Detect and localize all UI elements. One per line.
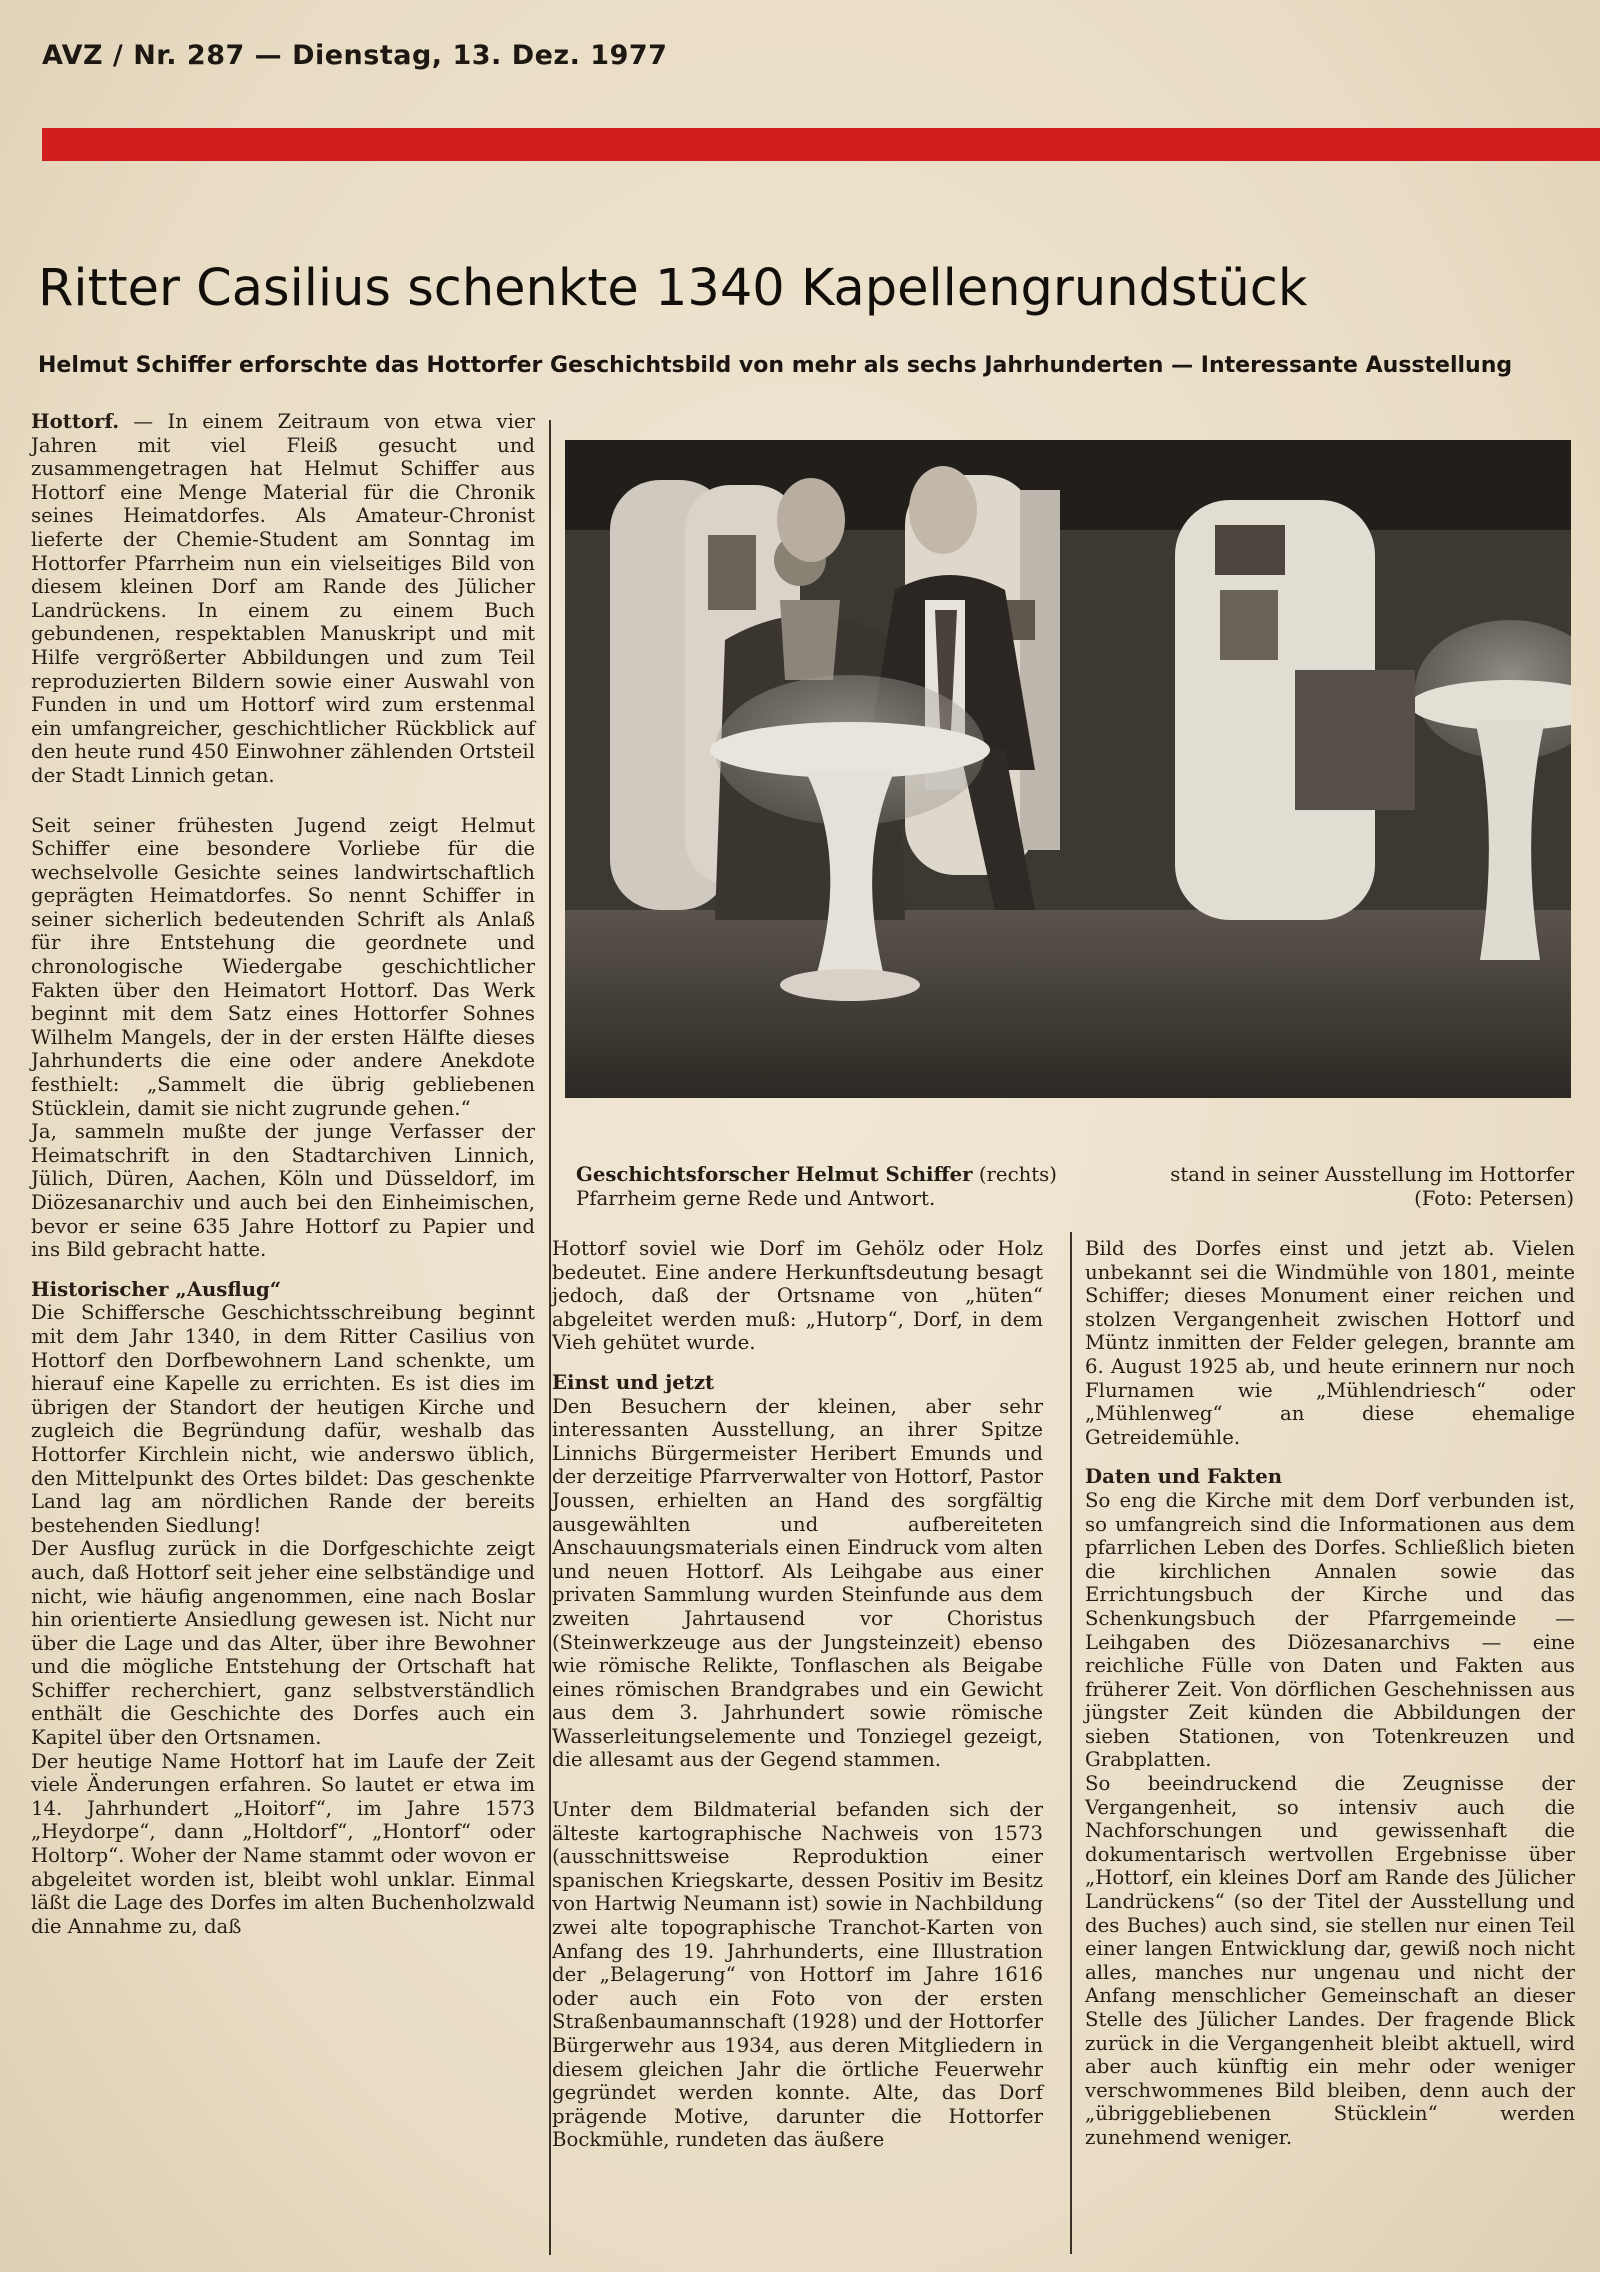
photo-credit: (Foto: Petersen): [1414, 1187, 1574, 1210]
caption-text: (rechts) Pfarrheim gerne Rede und Antwort.: [576, 1163, 1057, 1210]
caption-right: [1084, 1163, 1574, 1211]
paragraph: Unter dem Bildmaterial befanden sich der älteste kartographische Nachweis von 1573 (ausschnittsweise Reproduktion einer spanischen Kriegskarte, dessen Positiv im Besitz von Hartwig Neumann ist) sowie in Nachbildung zwei alte topographische Tranchot-Karten von Anfang des 19. Jahrhunderts, eine Illustration der „Belagerung“ von Hottorf im Jahre 1616 oder auch ein Foto von der ersten Straßenbaumannschaft (1928) und der Hottorfer Bürgerwehr aus 1934, aus deren Mitgliedern in diesem gleichen Jahr die örtliche Feuerwehr gegründet werden konnte. Alte, das Dorf prägende Motive, darunter die Hottorfer Bockmühle, rundeten das äußere: [552, 1798, 1043, 2152]
section-heading: Historischer „Ausflug“: [31, 1277, 282, 1301]
column-3: [1085, 1237, 1575, 2150]
paragraph: Bild des Dorfes einst und jetzt ab. Vielen unbekannt sei die Windmühle von 1801, meinte Schiffer; dieses Monument einer reichen und stolzen Vergangenheit zwischen Hottorf und Müntz inmitten der Felder gelegen, brannte am 6. August 1925 ab, und heute erinnern nur noch Flurnamen wie „Mühlendriesch“ oder „Mühlenweg“ an diese ehemalige Getreidemühle.: [1085, 1237, 1575, 1449]
masthead: AVZ / Nr. 287 — Dienstag, 13. Dez. 1977: [42, 40, 668, 71]
paragraph: Die Schiffersche Geschichtsschreibung beginnt mit dem Jahr 1340, in dem Ritter Casilius von Hottorf den Dorfbewohnern Land schenkte, um hierauf eine Kapelle zu errichten. Es ist dies im übrigen der Standort der heutigen Kirche und zugleich die Begründung dafür, weshalb das Hottorfer Kirchlein nicht, wie anderswo üblich, den Mittelpunkt des Ortes bildet: Das geschenkte Land lag am nördlichen Rande der bereits bestehenden Siedlung!: [31, 1301, 535, 1537]
photo-image: [565, 440, 1571, 1098]
section-heading: Einst und jetzt: [552, 1370, 715, 1394]
paragraph-text: — In einem Zeitraum von etwa vier Jahren mit viel Fleiß gesucht und zusammengetragen hat Helmut Schiffer aus Hottorf eine Menge Material für die Chronik seines Heimatdorfes. Als Amateur-Chronist lieferte der Chemie-Student am Sonntag im Hottorfer Pfarrheim nun ein vielseitiges Bild von diesem kleinen Dorf am Rande des Jülicher Landrückens. In einem zu einem Buch gebundenen, respektablen Manuskript und mit Hilfe vergrößerter Abbildungen und zum Teil reproduzierten Bildern sowie einer Auswahl von Funden in und um Hottorf wird zum erstenmal ein umfangreicher, geschichtlicher Rückblick auf den heute rund 450 Einwohner zählenden Ortsteil der Stadt Linnich getan.: [31, 410, 535, 787]
paragraph: So eng die Kirche mit dem Dorf verbunden ist, so umfangreich sind die Informationen aus dem pfarrlichen Leben des Dorfes. Schließlich bieten die kirchlichen Annalen sowie das Errichtungsbuch der Kirche und das Schenkungsbuch der Pfarrgemeinde — Leihgaben des Diözesanarchivs — eine reichliche Fülle von Daten und Fakten aus früherer Zeit. Von dörflichen Geschehnissen aus jüngster Zeit künden die Abbildungen der sieben Stationen, von Totenkreuzen und Grabplatten.: [1085, 1488, 1575, 1772]
red-header-bar: [42, 128, 1600, 161]
paragraph: Seit seiner frühesten Jugend zeigt Helmut Schiffer eine besondere Vorliebe für die wechselvolle Gesichte seines landwirtschaftlich geprägten Heimatdorfes. So nennt Schiffer in seiner sicherlich bedeutenden Schrift als Anlaß für ihre Entstehung die geordnete und chronologische Wiedergabe geschichtlicher Fakten über den Heimatort Hottorf. Das Werk beginnt mit dem Satz eines Hottorfer Sohnes Wilhelm Mangels, der in der ersten Hälfte dieses Jahrhunderts die eine oder andere Anekdote festhielt: „Sammelt die übrig gebliebenen Stücklein, damit sie nicht zugrunde gehen.“: [31, 813, 535, 1120]
column-2: [552, 1237, 1043, 2152]
caption-left: [576, 1163, 1081, 1211]
paragraph: [31, 410, 535, 788]
paragraph: So beeindruckend die Zeugnisse der Vergangenheit, so intensiv auch die Nachforschungen und gewissenhaft die dokumentarisch wertvollen Ergebnisse über „Hottorf, ein kleines Dorf am Rande des Jülicher Landrückens“ (so der Titel der Ausstellung und des Buches) auch sind, sie stellen nur einen Teil einer langen Entwicklung dar, gewiß noch nicht alles, manches nur ungenau und nicht der Anfang menschlicher Gemeinschaft an dieser Stelle des Jülicher Landes. Der fragende Blick zurück in die Vergangenheit bleibt aktuell, wird aber auch künftig ein mehr oder weniger verschwommenes Bild bleiben, denn auch der „übriggebliebenen Stücklein“ werden zunehmend weniger.: [1085, 1772, 1575, 2149]
paragraph: Der Ausflug zurück in die Dorfgeschichte zeigt auch, daß Hottorf seit jeher eine selbständige und nicht, wie häufig angenommen, eine nach Boslar hin orientierte Ansiedlung gewesen ist. Nicht nur über die Lage und das Alter, über ihre Bewohner und die mögliche Entstehung der Ortschaft hat Schiffer recherchiert, ganz selbstverständlich enthält die Geschichte des Dorfes auch ein Kapitel über den Ortsnamen.: [31, 1537, 535, 1750]
column-rule: [549, 420, 551, 2255]
caption-name: Geschichtsforscher Helmut Schiffer: [576, 1163, 973, 1186]
dateline: Hottorf.: [31, 410, 120, 433]
headline: Ritter Casilius schenkte 1340 Kapellengrundstück: [38, 259, 1308, 318]
section-heading: Daten und Fakten: [1085, 1465, 1283, 1489]
paragraph: Den Besuchern der kleinen, aber sehr interessanten Ausstellung, an ihrer Spitze Linnichs Bürgermeister Heribert Emunds und der derzeitige Pfarrverwalter von Hottorf, Pastor Joussen, erhielten an Hand des sorgfältig ausgewählten und aufbereiteten Anschauungsmaterials einen Eindruck vom alten und neuen Hottorf. Als Leihgabe aus einer privaten Sammlung wurden Steinfunde aus dem zweiten Jahrtausend vor Choristus (Steinwerkzeuge aus der Jungsteinzeit) ebenso wie römische Relikte, Tonflaschen als Beigabe eines römischen Brandgrabes und ein Gewicht aus dem 3. Jahrhundert sowie römische Wasserleitungselemente und Tonziegel gezeigt, die allesamt aus der Gegend stammen.: [552, 1394, 1043, 1772]
paragraph: Hottorf soviel wie Dorf im Gehölz oder Holz bedeutet. Eine andere Herkunftsdeutung besagt jedoch, daß der Ortsname von „hüten“ abgeleitet werden muß: „Hutorp“, Dorf, in dem Vieh gehütet wurde.: [552, 1237, 1043, 1355]
column-rule: [1070, 1232, 1072, 2254]
paragraph: Ja, sammeln mußte der junge Verfasser der Heimatschrift in den Stadtarchiven Linnich, Jülich, Düren, Aachen, Köln und Düsseldorf, im Diözesanarchiv und auch bei den Einheimischen, bevor er seine 635 Jahre Hottorf zu Papier und ins Bild gebracht hatte.: [31, 1120, 535, 1262]
subheadline: Helmut Schiffer erforschte das Hottorfer Geschichtsbild von mehr als sechs Jahrhunderten — Interessante Ausstellung: [38, 353, 1513, 378]
paragraph: Der heutige Name Hottorf hat im Laufe der Zeit viele Änderungen erfahren. So lautet er etwa im 14. Jahrhundert „Hoitorf“, im Jahre 1573 „Heydorpe“, dann „Holtdorf“, „Hontorf“ oder Holtorp“. Woher der Name stammt oder wovon er abgeleitet worden ist, bleibt wohl unklar. Einmal läßt die Lage des Dorfes im alten Buchenholzwald die Annahme zu, daß: [31, 1749, 535, 1938]
exhibition-photo: [565, 440, 1571, 1098]
column-1: [31, 410, 535, 1938]
caption-text: stand in seiner Ausstellung im Hottorfer: [1170, 1163, 1574, 1186]
